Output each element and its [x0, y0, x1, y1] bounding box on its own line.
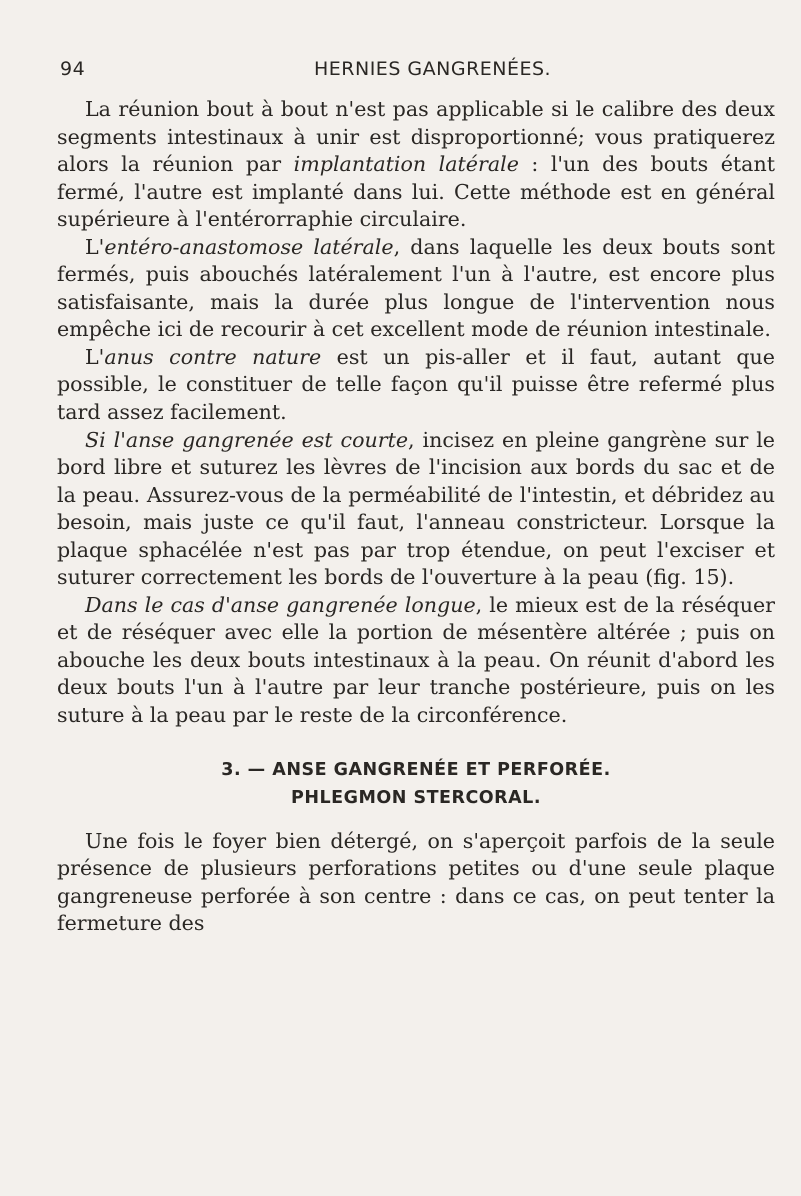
section-heading — [57, 756, 775, 812]
paragraph-text: , dans laquelle les deux bouts sont fermés, puis abouchés latéralement l'un à l'autre, est encore plus satisfaisante, mais la durée plus longue de l'intervention nous empêche ici de recourir à cet excellent mode de réunion intestinale. — [57, 234, 775, 342]
paragraph-text: est un pis-aller et il faut, autant que possible, le constituer de telle façon qu'il puisse être refermé plus tard assez facilement. — [57, 344, 775, 425]
paragraph-text: , le mieux est de la réséquer et de réséquer avec elle la portion de mésentère altérée ; puis on abouche les deux bouts intestinaux à la peau. On réunit d'abord les deux bouts l'un à l'autre par leur tranche postérieure, puis on les suture à la peau par le reste de la circonférence. — [57, 592, 775, 728]
paragraph-perforations: Une fois le foyer bien détergé, on s'aperçoit parfois de la seule présence de plusieurs perforations petites ou d'une seule plaque gangreneuse perforée à son centre : dans ce cas, on peut tenter la fermeture des — [57, 828, 775, 936]
emphasis-term: Si l'anse gangrenée est courte — [85, 427, 409, 452]
paragraph-anse-courte — [57, 427, 775, 592]
emphasis-term: entéro-anastomose latérale — [104, 234, 394, 259]
running-title: HERNIES GANGRENÉES. — [314, 58, 552, 80]
emphasis-term: implantation latérale — [293, 152, 519, 177]
emphasis-term: Dans le cas d'anse gangrenée longue — [85, 592, 476, 617]
running-head — [60, 58, 780, 86]
paragraph-implantation — [57, 96, 775, 234]
paragraph-text: L' — [85, 344, 105, 369]
paragraph-text: L' — [85, 234, 105, 259]
paragraph-anse-longue — [57, 592, 775, 730]
paragraph-text: , incisez en pleine gangrène sur le bord libre et suturez les lèvres de l'incision aux bords du sac et de la peau. Assurez-vous de la perméabilité de l'intestin, et débridez au besoin, mais juste ce qu'il faut, l'anneau constricteur. Lorsque la plaque sphacélée n'est pas par trop étendue, on peut l'exciser et suturer correctement les bords de l'ouverture à la peau (fig. 15). — [57, 427, 775, 590]
paragraph-text: La réunion bout à bout n'est pas applicable si le calibre des deux segments intestinaux à unir est disproportionné; vous pratiquerez alors la réunion par — [57, 97, 775, 177]
section-heading-line-2: PHLEGMON STERCORAL. — [291, 787, 541, 808]
page-number: 94 — [60, 58, 86, 80]
paragraph-anus-contre-nature — [57, 344, 775, 427]
paragraph-text: : l'un des bouts étant fermé, l'autre est implanté dans lui. Cette méthode est en général supérieure à l'entérorraphie circulaire. — [57, 152, 775, 232]
emphasis-term: anus contre nature — [104, 344, 322, 369]
paragraph-entero-anastomose — [57, 234, 775, 344]
body-text — [57, 96, 775, 938]
section-heading-line-1: 3. — ANSE GANGRENÉE ET PERFORÉE. — [221, 759, 611, 780]
